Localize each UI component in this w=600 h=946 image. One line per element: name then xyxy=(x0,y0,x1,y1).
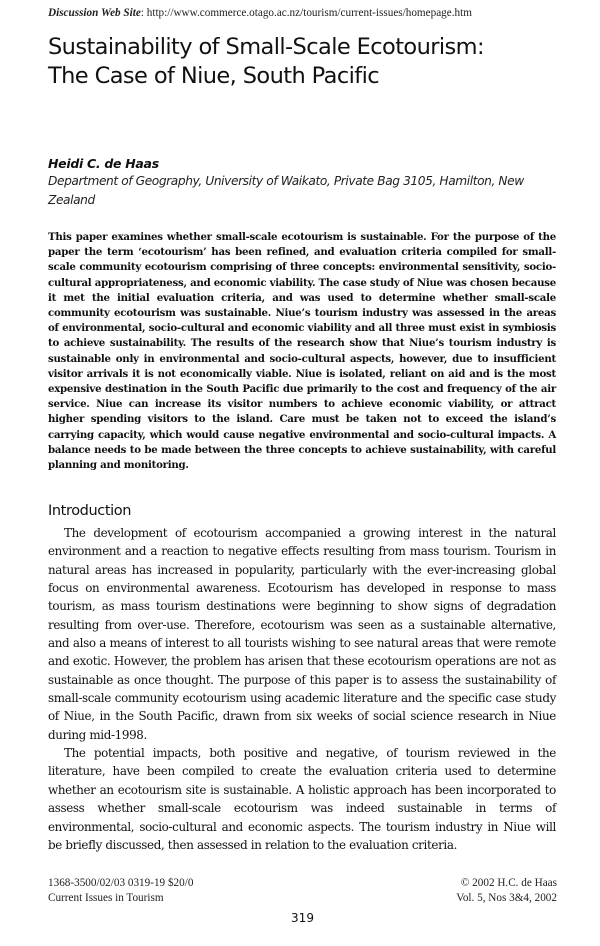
web-site-label: Discussion Web Site xyxy=(48,7,141,19)
footer-left xyxy=(48,876,193,906)
copyright-line: © 2002 H.C. de Haas xyxy=(460,877,557,889)
volume-line: Vol. 5, Nos 3&4, 2002 xyxy=(456,892,557,904)
journal-name: Current Issues in Tourism xyxy=(48,892,164,904)
author-affiliation: Department of Geography, University of Waikato, Private Bag 3105, Hamilton, New Zealand xyxy=(48,174,524,207)
body-paragraph: The development of ecotourism accompanied a growing interest in the natural environment and a reaction to negative effects resulting from mass tourism. Tourism in natural areas has increased in popularity, particularly with the ever-increasing global focus on environmental awareness. Ecotourism has developed in response to mass tourism, as mass tourism destinations were beginning to show signs of degradation resulting from over-use. Therefore, ecotourism was seen as a sustainable alternative, and also a means of interest to all tourists wishing to see natural areas that were remote and exotic. However, the problem has arisen that these ecotourism operations are not as sustainable as once thought. The purpose of this paper is to assess the sustainability of small-scale community ecotourism using academic literature and the specific case study of Niue, in the South Pacific, drawn from six weeks of social science research in Niue during mid-1998. xyxy=(48,526,556,742)
section-heading-introduction: Introduction xyxy=(48,503,132,519)
introduction-body xyxy=(48,524,556,854)
title-line-1: Sustainability of Small-Scale Ecotourism: xyxy=(48,34,484,60)
abstract: This paper examines whether small-scale ecotourism is sustainable. For the purpose of the paper the term ‘ecotourism’ has been refined, and evaluation criteria compiled for small-scale community ecotourism comprising of three concepts: environmental sensitivity, socio-cultural appropriateness, and economic viability. The case study of Niue was chosen because it met the initial evaluation criteria, and was used to determine whether small-scale community ecotourism was sustainable. Niue’s tourism industry was assessed in the areas of environmental, socio-cultural and economic viability and all three must exist in symbiosis to achieve sustainability. The results of the research show that Niue’s tourism industry is sustainable only in environmental and socio-cultural aspects, however, due to insufficient visitor arrivals it is not economically viable. Niue is isolated, reliant on aid and is the most expensive destination in the South Pacific due primarily to the cost and frequency of the air service. Niue can increase its visitor numbers to achieve economic viability, or attract higher spending visitors to the island. Care must be taken not to exceed the island’s carrying capacity, which would cause negative environmental and socio-cultural impacts. A balance needs to be made between the three concepts to achieve sustainability, with careful planning and monitoring. xyxy=(48,231,556,472)
issn-line: 1368-3500/02/03 0319-19 $20/0 xyxy=(48,877,194,889)
discussion-web-site-line xyxy=(48,6,568,20)
title-line-2: The Case of Niue, South Pacific xyxy=(48,63,379,89)
footer-right xyxy=(456,876,557,906)
page-number: 319 xyxy=(291,911,314,925)
article-title xyxy=(48,33,568,91)
author-name: Heidi C. de Haas xyxy=(48,156,159,171)
web-site-url[interactable]: : http://www.commerce.otago.ac.nz/tourism/current-issues/homepage.htm xyxy=(140,7,472,19)
body-paragraph: The potential impacts, both positive and negative, of tourism reviewed in the literature, have been compiled to create the evaluation criteria used to determine whether an ecotourism site is sustainable. A holistic approach has been incorporated to assess whether small-scale ecotourism was indeed sustainable in terms of environmental, socio-cultural and economic aspects. The tourism industry in Niue will be briefly discussed, then assessed in relation to the evaluation criteria. xyxy=(48,746,556,852)
